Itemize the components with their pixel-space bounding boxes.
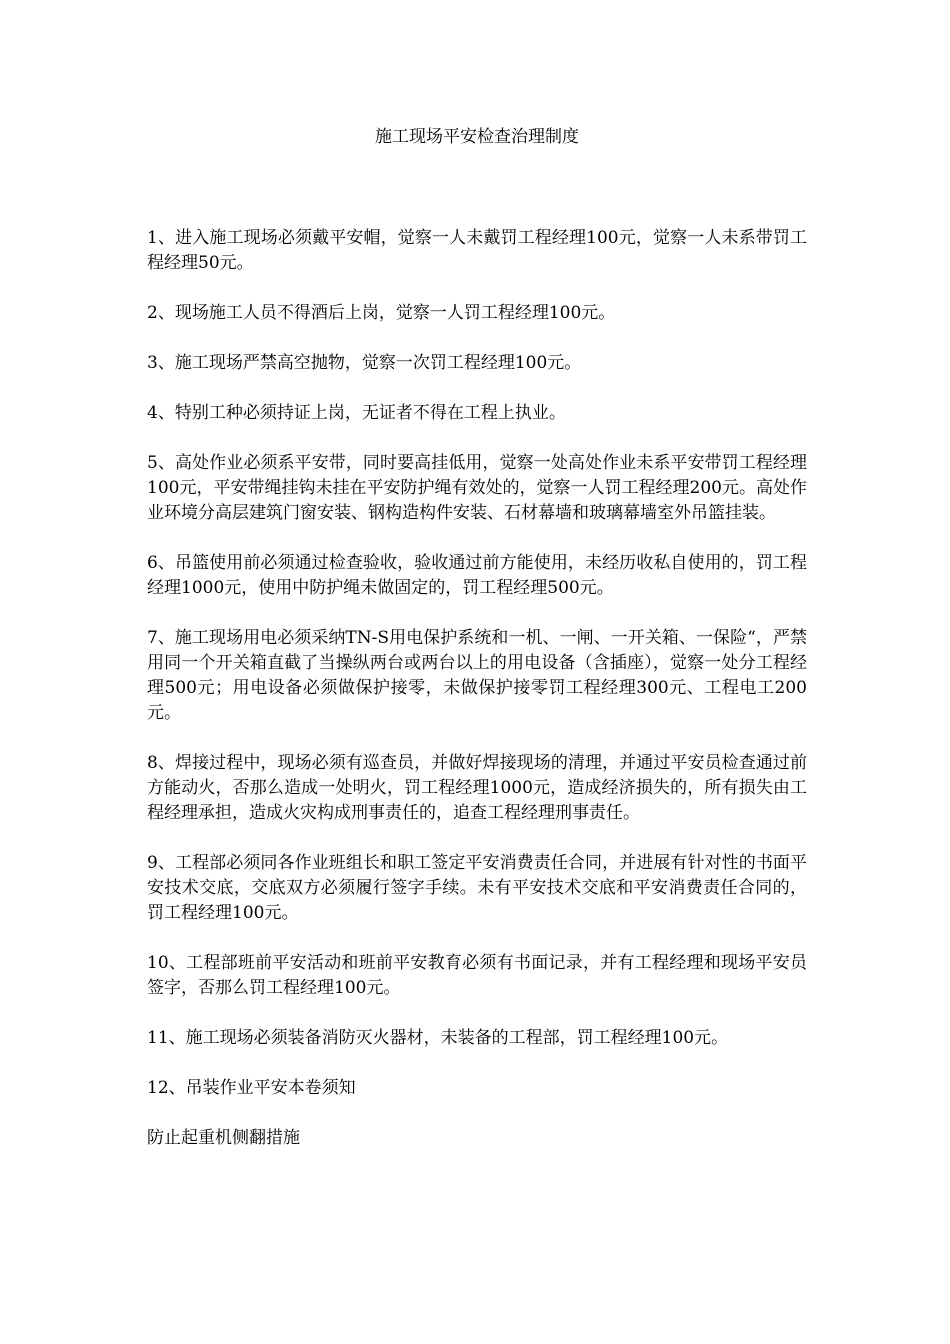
document-title: 施工现场平安检查治理制度 <box>375 127 579 147</box>
document-body <box>147 226 807 1176</box>
paragraph-12: 12、吊装作业平安本卷须知 <box>147 1078 356 1098</box>
paragraph-1: 1、进入施工现场必须戴平安帽，觉察一人未戴罚工程经理100元，觉察一人未系带罚工程经理50元。 <box>147 228 807 273</box>
paragraph-11: 11、施工现场必须装备消防灭火器材，未装备的工程部，罚工程经理100元。 <box>147 1028 729 1048</box>
paragraph-8: 8、焊接过程中，现场必须有巡查员，并做好焊接现场的清理，并通过平安员检查通过前方能动火，否那么造成一处明火，罚工程经理1000元，造成经济损失的，所有损失由工程经理承担，造成火灾构成刑事责任的，追查工程经理刑事责任。 <box>147 753 807 823</box>
paragraph-3: 3、施工现场严禁高空抛物，觉察一次罚工程经理100元。 <box>147 353 582 373</box>
paragraph-2: 2、现场施工人员不得酒后上岗，觉察一人罚工程经理100元。 <box>147 303 616 323</box>
paragraph-7: 7、施工现场用电必须采纳TN-S用电保护系统和一机、一闸、一开关箱、一保险“，严禁用同一个开关箱直截了当操纵两台或两台以上的用电设备（含插座），觉察一处分工程经理500元；用电设备必须做保护接零，未做保护接零罚工程经理300元、工程电工200元。 <box>147 628 807 723</box>
paragraph-6: 6、吊篮使用前必须通过检查验收，验收通过前方能使用，未经历收私自使用的，罚工程经理1000元，使用中防护绳未做固定的，罚工程经理500元。 <box>147 553 807 598</box>
paragraph-9: 9、工程部必须同各作业班组长和职工签定平安消费责任合同，并进展有针对性的书面平安技术交底，交底双方必须履行签字手续。未有平安技术交底和平安消费责任合同的，罚工程经理100元。 <box>147 853 807 923</box>
paragraph-13: 防止起重机侧翻措施 <box>147 1128 300 1148</box>
paragraph-5: 5、高处作业必须系平安带，同时要高挂低用，觉察一处高处作业未系平安带罚工程经理100元，平安带绳挂钩未挂在平安防护绳有效处的，觉察一人罚工程经理200元。高处作业环境分高层建筑门窗安装、钢构造构件安装、石材幕墙和玻璃幕墙室外吊篮挂装。 <box>147 453 807 523</box>
paragraph-4: 4、特别工种必须持证上岗，无证者不得在工程上执业。 <box>147 403 566 423</box>
paragraph-10: 10、工程部班前平安活动和班前平安教育必须有书面记录，并有工程经理和现场平安员签字，否那么罚工程经理100元。 <box>147 953 807 998</box>
